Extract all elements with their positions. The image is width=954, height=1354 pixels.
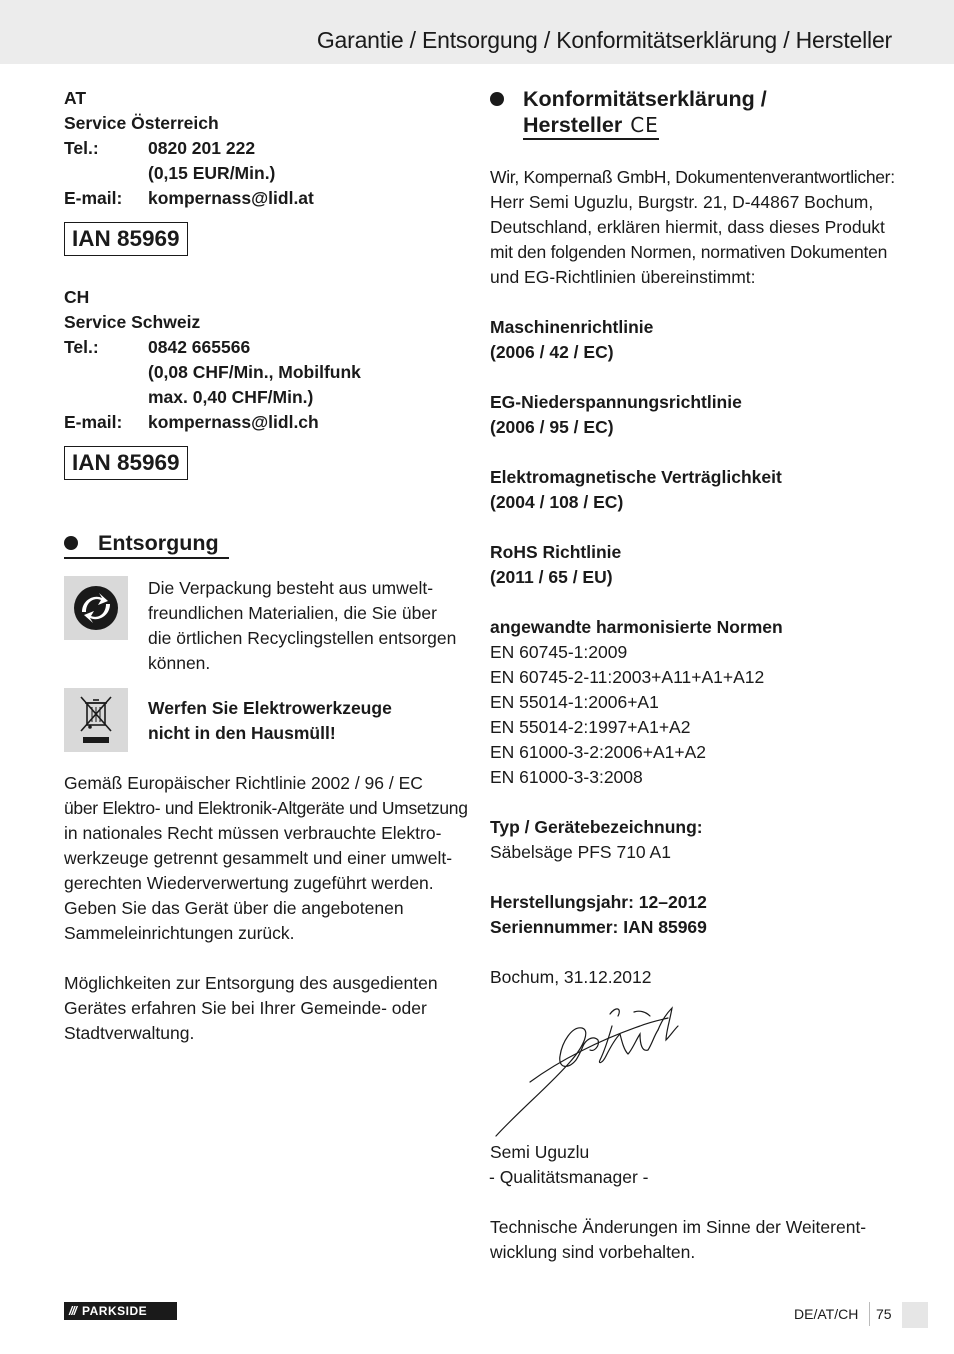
page-header (0, 0, 954, 64)
signer-name: Semi Uguzlu (490, 1142, 590, 1162)
text-line: über Elektro- und Elektronik-Altgeräte und Umsetzung (64, 798, 468, 818)
text-line: Möglichkeiten zur Entsorgung des ausgedienten (64, 973, 438, 993)
brand-name: PARKSIDE (82, 1304, 148, 1318)
crossed-bin-icon (64, 688, 128, 752)
text-line: in nationales Recht müssen verbrauchte Elektro- (64, 823, 442, 843)
phone-rate: max. 0,40 CHF/Min.) (148, 387, 314, 407)
directive-paragraph (64, 771, 468, 946)
text-line: die örtlichen Recyclingstellen entsorgen (148, 628, 457, 648)
bullet-icon (64, 536, 78, 550)
footer-divider (869, 1302, 870, 1326)
norm-item: EN 61000-3-3:2008 (490, 767, 643, 787)
text-line: Wir, Kompernaß GmbH, Dokumentenverantwortlicher: (490, 167, 895, 187)
text-line: und EG-Richtlinien übereinstimmt: (490, 267, 756, 287)
directive-code: (2006 / 42 / EC) (490, 342, 614, 362)
directive-code: (2006 / 95 / EC) (490, 417, 614, 437)
warning-line: nicht in den Hausmüll! (148, 723, 336, 743)
production-info (490, 890, 900, 940)
text-line: mit den folgenden Normen, normativen Dokumenten (490, 242, 888, 262)
weee-warning (64, 688, 459, 752)
email-label: E-mail: (64, 412, 123, 432)
packaging-note (64, 576, 459, 676)
email-address: kompernass@lidl.ch (148, 412, 319, 432)
phone-label: Tel.: (64, 138, 99, 158)
directive-code: (2004 / 108 / EC) (490, 492, 624, 512)
phone-number: 0820 201 222 (148, 138, 256, 158)
norm-item: EN 60745-1:2009 (490, 642, 628, 662)
norm-item: EN 61000-3-2:2006+A1+A2 (490, 742, 706, 762)
text-line: wicklung sind vorbehalten. (490, 1242, 696, 1262)
email-row (64, 186, 459, 211)
directive-name: Elektromagnetische Verträglichkeit (490, 467, 782, 487)
service-austria (64, 86, 459, 256)
directive-name: EG-Niederspannungsrichtlinie (490, 392, 742, 412)
directive-name: Maschinenrichtlinie (490, 317, 654, 337)
email-label: E-mail: (64, 188, 123, 208)
service-name: Service Schweiz (64, 312, 201, 332)
text-line: Gemäß Europäischer Richtlinie 2002 / 96 / EC (64, 773, 423, 793)
device-type (490, 815, 900, 865)
phone-rate-row (64, 161, 459, 186)
email-address: kompernass@lidl.at (148, 188, 314, 208)
text-line: werkzeuge getrennt gesammelt und einer umwelt- (64, 848, 453, 868)
directive-item (490, 540, 900, 590)
text-line: Geben Sie das Gerät über die angebotenen (64, 898, 404, 918)
text-line: Gerätes erfahren Sie bei Ihrer Gemeinde- oder (64, 998, 427, 1018)
norms-title: angewandte harmonisierte Normen (490, 617, 783, 637)
norm-item: EN 55014-1:2006+A1 (490, 692, 659, 712)
place-date: Bochum, 31.12.2012 (490, 967, 652, 987)
locale-label: DE/AT/CH (794, 1306, 859, 1322)
text-line: Sammeleinrichtungen zurück. (64, 923, 295, 943)
norm-item: EN 55014-2:1997+A1+A2 (490, 717, 691, 737)
warning-line: Werfen Sie Elektrowerkzeuge (148, 698, 392, 718)
page-title: Garantie / Entsorgung / Konformitätserklärung / Hersteller (316, 27, 892, 53)
ian-badge: IAN 85969 (64, 446, 188, 480)
section-heading-entsorgung (64, 530, 229, 559)
directive-code: (2011 / 65 / EU) (490, 567, 613, 587)
text-line: Deutschland, erklären hiermit, dass dieses Produkt (490, 217, 885, 237)
recycling-icon (64, 576, 128, 640)
text-line: Technische Änderungen im Sinne der Weiterent- (490, 1217, 867, 1237)
phone-rate: (0,15 EUR/Min.) (148, 163, 276, 183)
page-marker (902, 1302, 928, 1328)
logo-slashes-icon: /// (69, 1304, 77, 1318)
directive-name: RoHS Richtlinie (490, 542, 622, 562)
service-name: Service Österreich (64, 113, 219, 133)
phone-row (64, 136, 459, 161)
email-row (64, 410, 459, 435)
phone-rate-row (64, 385, 459, 410)
directive-item (490, 315, 900, 365)
production-year: Herstellungsjahr: 12–2012 (490, 892, 707, 912)
norms-list (490, 615, 900, 790)
ce-mark-icon: CE (630, 113, 659, 137)
country-code: CH (64, 287, 90, 307)
intro-paragraph (490, 165, 900, 290)
signer-role: - Qualitätsmanager - (489, 1167, 649, 1187)
service-switzerland (64, 285, 459, 480)
serial-number: Seriennummer: IAN 85969 (490, 917, 707, 937)
norm-item: EN 60745-2-11:2003+A11+A1+A12 (490, 667, 765, 687)
phone-rate: (0,08 CHF/Min., Mobilfunk (148, 362, 361, 382)
text-line: Stadtverwaltung. (64, 1023, 195, 1043)
text-line: gerechten Wiederverwertung zugeführt werden. (64, 873, 434, 893)
phone-rate-row (64, 360, 459, 385)
disposal-options-paragraph (64, 971, 459, 1046)
phone-row (64, 335, 459, 360)
country-code: AT (64, 88, 87, 108)
directive-item (490, 465, 900, 515)
text-line: können. (148, 653, 211, 673)
text-line: Herr Semi Uguzlu, Burgstr. 21, D-44867 Bochum, (490, 192, 874, 212)
parkside-logo (64, 1302, 177, 1320)
changes-note (490, 1215, 900, 1265)
right-column (490, 86, 900, 1265)
type-label: Typ / Gerätebezeichnung: (490, 817, 703, 837)
type-value: Säbelsäge PFS 710 A1 (490, 842, 671, 862)
bullet-icon (490, 92, 504, 106)
ian-badge: IAN 85969 (64, 222, 188, 256)
section-heading-konformitaet (490, 86, 767, 141)
section-title-line-1: Konformitätserklärung / (523, 87, 767, 111)
phone-number: 0842 665566 (148, 337, 251, 357)
left-column (64, 86, 468, 1046)
text-line: freundlichen Materialien, die Sie über (148, 603, 437, 623)
signature-image (490, 990, 900, 1140)
text-line: Die Verpackung besteht aus umwelt- (148, 578, 434, 598)
directive-item (490, 390, 900, 440)
page-number: 75 (876, 1306, 892, 1322)
section-title-line-2: Hersteller (523, 113, 623, 137)
phone-label: Tel.: (64, 337, 99, 357)
section-title: Entsorgung (98, 531, 219, 555)
